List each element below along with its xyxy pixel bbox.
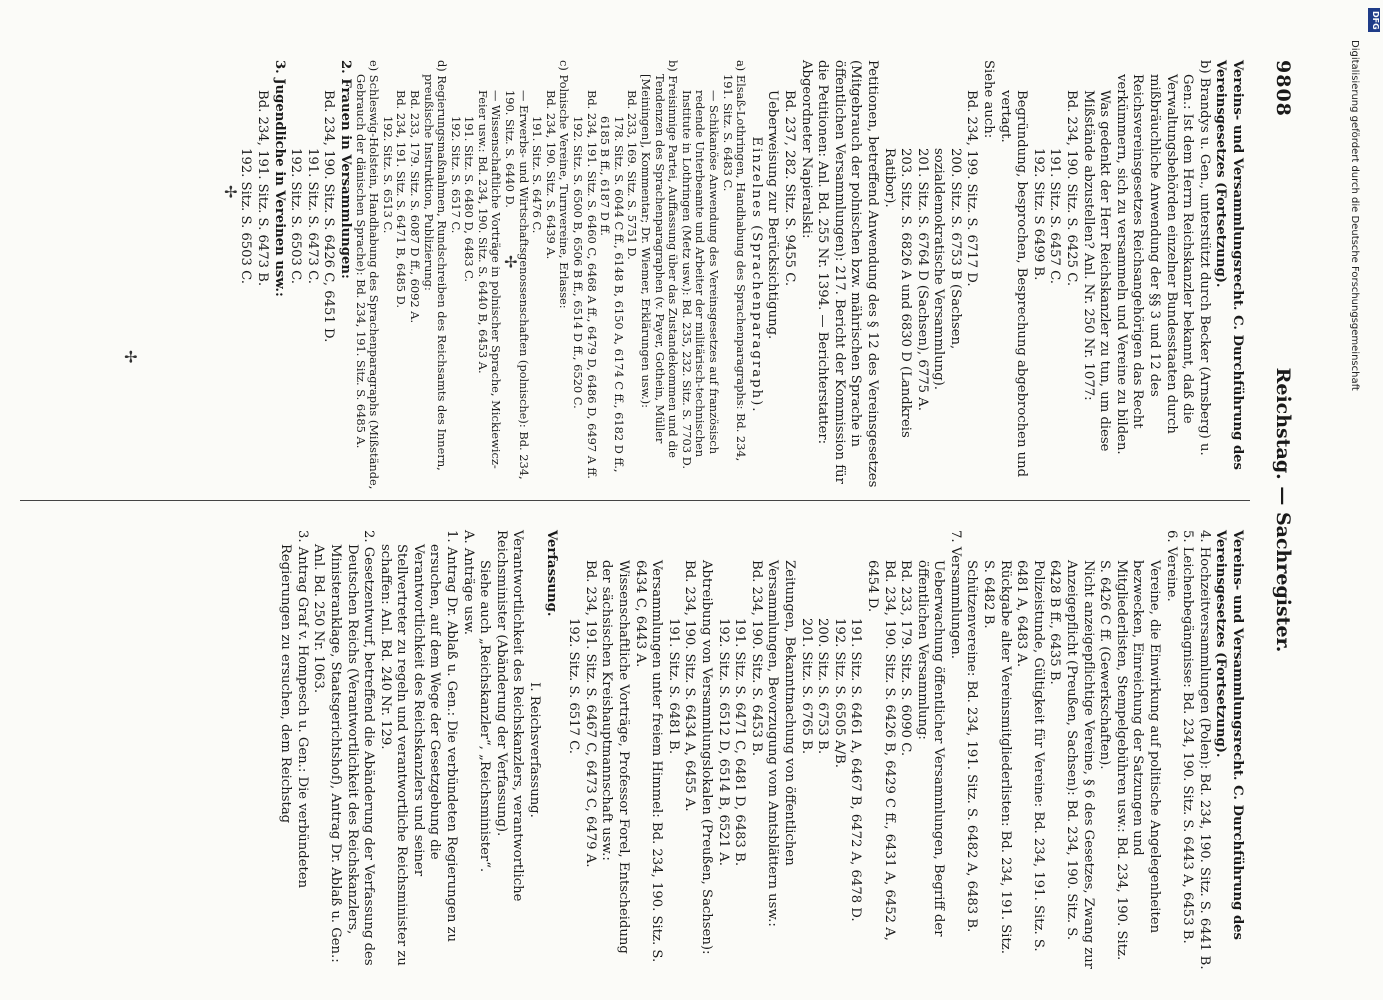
right-column-entry: 191. Sitz. S. 6461 A, 6467 B, 6472 A, 6478 D. bbox=[848, 618, 864, 922]
left-column-entry: 191. Sitz. S. 6480 D, 6483 C. bbox=[462, 116, 477, 283]
left-column-entry: 192. Sitz. S. 6503 C. bbox=[288, 148, 304, 284]
right-column-entry: Bd. 234, 191. Sitz. S. 6467 C, 6473 C, 6479 A. bbox=[582, 560, 598, 868]
left-column-entry: — Schikanöse Anwendung des Vereinsgesetzes auf französisch redende Unterbeamte und Arbeiter der militärisch-technischen Institute in Lothringen (Metz usw.): Bd. 235, 232. Sitz. S. 7703 D. bbox=[679, 90, 721, 469]
left-column-entry: Was gedenkt der Herr Reichskanzler zu tun, um diese Mißstände abzustellen? Anl. Nr. 250 Nr. 1077: bbox=[1080, 90, 1113, 452]
margin-mark: ✢ bbox=[501, 255, 520, 269]
left-column-entry: c) Polnische Vereine, Turnvereine, Erlasse: bbox=[557, 60, 572, 309]
left-column-entry: Bd. 234, 190. Sitz. S. 6439 A. bbox=[543, 90, 558, 260]
right-column-entry: Wissenschaftliche Vorträge, Professor Forel, Entscheidung der sächsischen Kreishauptmannschaft usw.: bbox=[599, 560, 632, 954]
right-column-entry: 5. Leichenbegängnisse: Bd. 234, 190. Sitz. S. 6443 A, 6453 B. bbox=[1180, 530, 1196, 944]
right-column-entry: Ueberwachung öffentlicher Versammlungen, Begriff der öffentlichen Versammlung: bbox=[914, 560, 947, 937]
right-column-entry: Verantwortlichkeit des Reichskanzlers, verantwortliche Reichsminister (Abänderung der Verfassung). bbox=[493, 530, 526, 902]
right-column-entry: Bd. 234, 190. Sitz. S. 6426 B, 6429 C ff., 6431 A, 6452 A, 6454 D. bbox=[864, 560, 897, 941]
right-column-entry: 191. Sitz. S. 6471 C, 6481 D, 6483 B. bbox=[732, 618, 748, 867]
right-column-entry: Bd. 233, 179. Sitz. S. 6090 C. bbox=[898, 560, 914, 757]
left-column-entry: Bd. 233, 169. Sitz. S. 5751 D. bbox=[625, 90, 640, 260]
right-column-entry: 1. Antrag Dr. Ablaß u. Gen.: Die verbündeten Regierungen zu ersuchen, auf dem Wege der Gesetzgebung die Verantwortlichkeit des Reichskanzlers und seiner Stellvertreter zu regeln und verantwortliche Reichsminister zu schaffen: Anl. Bd. 240 Nr. 129. bbox=[377, 530, 460, 966]
left-column-entry: 192. Sitz. S 6499 B. bbox=[1030, 148, 1046, 281]
left-column-entry: Petitionen, betreffend Anwendung des § 12 des Vereinsgesetzes (Mitgebrauch der polnischen bzw. mährischen Sprache in öffentlichen Versammlungen): 217. Bericht der Kommission für die Petitionen: Anl. Bd. 255 Nr. 1394. — Berichterstatter: Abgeordneter Napieralski: bbox=[798, 60, 880, 488]
left-column-entry: Bd. 234, 190. Sitz. S. 6426 C, 6451 D. bbox=[321, 90, 337, 343]
right-column-entry: A. Anträge usw. bbox=[460, 530, 476, 636]
right-column-entry: Rückgabe alter Vereinsmitgliederlisten: Bd. 234, 191. Sitz. S. 6482 B. bbox=[981, 560, 1013, 954]
right-column-entry: 191. Sitz. S. 6481 B. bbox=[665, 618, 681, 755]
right-column-entry bbox=[559, 530, 565, 970]
right-column-entry: 3. Antrag Graf v. Hompesch u. Gen.: Die verbündeten Regierungen zu ersuchen, dem Reichstag bbox=[278, 530, 310, 889]
right-column-entry: Verfassung. bbox=[543, 530, 559, 617]
left-column-entry: Bd. 234, 190. Sitz. S. 6425 C. bbox=[1064, 90, 1080, 287]
right-column-entry: 6. Vereine. bbox=[1163, 530, 1179, 602]
left-column-entry: Bd. 233, 179. Sitz. S. 6087 D ff., 6092 A. bbox=[407, 90, 422, 324]
right-column-entry: 192. Sitz. S. 6512 D, 6514 B, 6521 A. bbox=[715, 618, 731, 866]
right-column-entry: Polizeistunde, Gültigkeit für Vereine: Bd. 234, 191. Sitz. S. 6481 A, 6483 A. bbox=[1014, 560, 1046, 952]
left-column-entry: 191. Sitz. S. 6473 C. bbox=[304, 148, 320, 284]
left-column-entry: 192. Sitz. S. 6500 B, 6506 B ff., 6514 D ff., 6520 C. bbox=[571, 116, 586, 409]
page-title: Reichstag. — Sachregister. bbox=[1272, 367, 1294, 653]
left-column-entry: 191. Sitz. S. 6457 C. bbox=[1047, 148, 1063, 284]
right-column-entry: 4. Hochzeitversammlungen (Polen): Bd. 234, 190. Sitz. S. 6441 B. bbox=[1196, 530, 1212, 970]
margin-mark: ✢ bbox=[221, 185, 240, 199]
left-column-entry: e) Schleswig-Holstein, Handhabung des Sprachenparagraphs (Mißstände, Gebrauch der dänischen Sprache): Bd. 234, 191. Sitz. S. 6485 A. bbox=[353, 60, 382, 490]
left-column-entry: 192. Sitz. S. 6517 C. bbox=[448, 116, 463, 234]
left-column-entry: Bd. 237, 282. Sitz. S. 9455 C. bbox=[781, 90, 797, 287]
right-column-entry: 200. Sitz. S. 6753 B. bbox=[815, 618, 831, 755]
right-column-entry: Zeitungen, Bekanntmachung von öffentlichen Versammlungen, Bevorzugung vom Amtsblättern usw.: bbox=[765, 560, 797, 927]
left-column-entry: b) Freisinnige Partei, Auffassung über das Zustandekommen und die Tendenzen des Sprachenparagraphen (v. Payer, Gothein, Müller [Meiningen], Kommentar; Dr. Wiemer, Erklärungen usw.): bbox=[639, 60, 681, 458]
left-column-entry: b) Brandys u. Gen., unterstützt durch Becker (Arnsberg) u. Gen.: Ist dem Herrn Reichskanzler bekannt, daß die Verwaltungsbehörden einzelner Bundesstaaten durch mißbräuchliche Anwendung der §§ 3 und 12 des Reichsvereinsgesetzes Reichsangehörigen das Recht verkümmern, sich zu versammeln und Vereine zu bilden. bbox=[1113, 60, 1212, 456]
left-column-entry: — Erwerbs- und Wirtschaftsgenossenschaften (polnische): Bd. 234, 190. Sitz. S. 6440 D. bbox=[503, 90, 531, 480]
left-column-entry: 192. Sitz. S. 6513 C. bbox=[380, 116, 395, 234]
right-column-entry: 7. Versammlungen. bbox=[947, 530, 963, 659]
right-column-entry: I. Reichsverfassung. bbox=[527, 682, 543, 818]
right-column-entry: 192. Sitz. S. 6517 C. bbox=[566, 618, 582, 754]
right-column-entry: Versammlungen unter freiem Himmel: Bd. 234, 190. Sitz. S. 6434 C, 6443 A. bbox=[632, 560, 665, 963]
left-column-entry: 201. Sitz. S. 6764 D (Sachsen), 6775 A. bbox=[914, 148, 930, 411]
right-column-entry: Schützenvereine: Bd. 234, 191. Sitz. S. 6482 A, 6483 B. bbox=[964, 560, 980, 933]
left-column-entry: 2. Frauen in Versammlungen: bbox=[337, 60, 353, 279]
page-number: 9808 bbox=[1272, 60, 1294, 117]
left-column-entry: Bd. 234, 199. Sitz. S. 6717 D. bbox=[964, 90, 980, 287]
left-column-entry: 191. Sitz. S. 6476 C. bbox=[530, 116, 545, 234]
left-column-entry: 178. Sitz. S. 6044 C ff., 6148 B, 6150 A, 6174 C ff., 6182 D ff., 6185 B ff., 6187 D ff. bbox=[598, 116, 626, 473]
right-column-entry: Vereine, die Einwirkung auf politische Angelegenheiten bezwecken, Einreichung der Satzungen und Mitgliederlisten, Stempelgebühren usw.: Bd. 234, 190. Sitz. S. 6426 C ff. (Gewerkschaften). bbox=[1097, 560, 1163, 961]
right-column-entry: 2. Gesetzentwurf, betreffend die Abänderung der Verfassung des Deutschen Reichs (Verantwortlichkeit des Reichskanzlers, Ministeranklage, Staatsgerichtshof), Antrag Dr. Ablaß u. Gen.: Anl. Bd. 250 Nr. 1063. bbox=[311, 530, 377, 966]
column-divider bbox=[20, 500, 1250, 501]
left-column-entry: — Wissenschaftliche Vorträge in polnischer Sprache, Mickiewicz-Feier usw.: Bd. 234, 190. Sitz. S. 6440 B, 6453 A. bbox=[475, 90, 504, 469]
right-column-entry: Abtreibung von Versammlungslokalen (Preußen, Sachsen): bbox=[699, 560, 714, 955]
right-column-entry: Bd. 234, 190. Sitz. S. 6453 B. bbox=[748, 560, 764, 757]
right-column-entry: 192. Sitz. S. 6505 A/B. bbox=[831, 618, 847, 768]
dfg-logo: DFG bbox=[1368, 8, 1380, 32]
left-column-entry: Ueberweisung zur Berücksichtigung. bbox=[765, 90, 781, 340]
right-column-entry: 201. Sitz. S. 6765 B. bbox=[798, 618, 814, 755]
right-column bbox=[277, 530, 1245, 970]
page-header bbox=[1262, 60, 1302, 960]
left-column-entry: 200. Sitz. S. 6753 B (Sachsen, sozialdemokratische Versammlung). bbox=[931, 148, 963, 391]
left-column-entry: a) Elsaß-Lothringen, Handhabung des Sprachenparagraphs: Bd. 234, 191. Sitz. S. 6483 C. bbox=[720, 60, 749, 462]
right-column-entry: Siehe auch „Reichskanzler“, „Reichsminister“. bbox=[477, 560, 493, 873]
left-column bbox=[237, 60, 1245, 490]
left-column-entry: Siehe auch: bbox=[981, 60, 997, 139]
left-column-entry: 203. Sitz. S. 6826 A und 6830 D (Landkreis Ratibor). bbox=[881, 148, 914, 438]
right-column-entry: Bd. 234, 190. Sitz. S. 6434 A, 6455 A. bbox=[682, 560, 698, 812]
digitization-note: Digitalisierung gefördert durch die Deutsche Forschungsgemeinschaft bbox=[1349, 40, 1360, 391]
left-column-entry: 3. Jugendliche in Vereinen usw.: bbox=[271, 60, 287, 297]
left-column-entry: Einzelnes (Sprachenparagraph). bbox=[748, 136, 764, 414]
left-column-entry: Vereins- und Versammlungsrecht. C. Durchführung des Vereinsgesetzes (Fortsetzung). bbox=[1213, 60, 1245, 470]
left-column-entry: Bd. 234, 191. Sitz. S. 6471 B, 6485 D. bbox=[394, 90, 409, 308]
left-column-entry: Begründung, besprochen, Besprechung abgebrochen und vertagt. bbox=[997, 90, 1030, 478]
left-column-entry: Bd. 234, 191. Sitz. S. 6460 C, 6468 A ff., 6479 D, 6486 D, 6497 A ff. bbox=[584, 90, 599, 479]
margin-mark: ✢ bbox=[121, 350, 140, 364]
left-column-entry: d) Regierungsmaßnahmen, Rundschreiben des Reichsamts des Innern, preußische Instruktion, Publizierung: bbox=[421, 60, 450, 471]
right-column-entry: Vereins- und Versammlungsrecht. C. Durchführung des Vereinsgesetzes (Fortsetzung). bbox=[1213, 530, 1245, 940]
left-column-entry: Bd. 234, 191. Sitz. S. 6473 B. bbox=[255, 90, 270, 287]
right-column-entry: Nicht anzeigepflichtige Vereine, § 6 des Gesetzes, Zwang zur Anzeigepflicht (Preußen, Sachsen): Bd. 234, 190. Sitz. S. 6428 B ff., 6435 B. bbox=[1047, 560, 1096, 969]
left-column-entry: 192. Sitz. S. 6503 C. bbox=[238, 148, 254, 284]
